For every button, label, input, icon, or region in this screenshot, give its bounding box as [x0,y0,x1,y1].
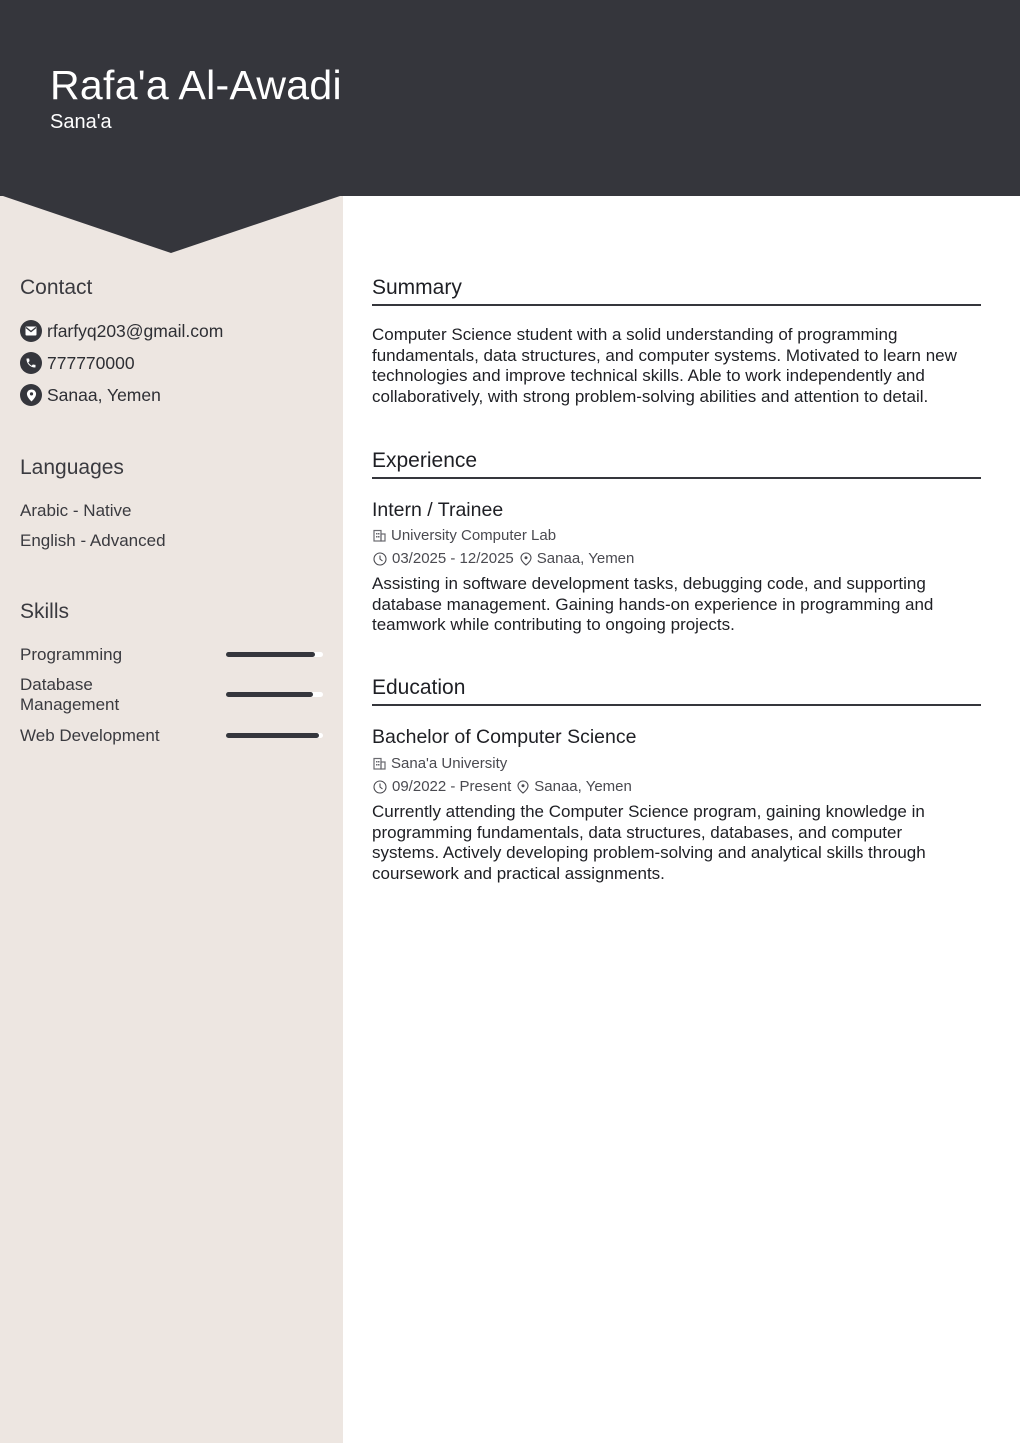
skills-heading: Skills [20,600,70,623]
contact-location [20,384,161,406]
contact-phone-text: 777770000 [47,352,135,373]
section-divider [372,304,981,306]
experience-org [373,527,556,544]
skill-name: Database Management [20,675,120,714]
experience-description: Assisting in software development tasks, debugging code, and supporting database management. Gaining hands-on experience in programming and teamwork while contributing to ongoing projects. [372,574,934,635]
skill-bar [226,692,323,697]
experience-title: Intern / Trainee [372,499,504,521]
location-pin-icon [520,552,532,566]
location-icon [20,384,42,406]
experience-meta [373,550,634,567]
education-org-text: Sana'a University [391,755,508,772]
languages-heading: Languages [20,456,124,479]
contact-email-text: rfarfyq203@gmail.com [47,320,224,341]
experience-location: Sanaa, Yemen [536,550,635,567]
contact-heading: Contact [20,276,93,299]
skill-name: Web Development [20,726,160,745]
education-location: Sanaa, Yemen [534,778,632,795]
section-divider [372,704,981,706]
clock-icon [373,552,387,566]
clock-icon [373,780,387,794]
skill-name: Programming [20,645,123,664]
email-icon [20,320,42,342]
contact-phone[interactable] [20,352,135,374]
skill-bar [226,733,323,738]
skill-bar-fill [226,692,313,697]
education-description: Currently attending the Computer Science program, gaining knowledge in programming fundamentals, data structures, databases, and computer systems. Actively developing problem-solving and analytical skills through coursework and practical assignments. [372,802,926,884]
building-icon [373,529,386,542]
section-divider [372,477,981,479]
contact-email[interactable] [20,320,223,342]
building-icon [373,757,386,770]
location-pin-icon [517,780,529,794]
skill-bar [226,652,323,657]
skill-bar-fill [226,733,319,738]
education-meta [373,778,632,795]
contact-location-text: Sanaa, Yemen [47,384,161,405]
experience-dates: 03/2025 - 12/2025 [392,550,514,567]
header-chevron [0,195,343,255]
summary-heading: Summary [372,276,462,299]
education-org [373,755,507,772]
skill-bar-fill [226,652,315,657]
education-title: Bachelor of Computer Science [372,726,637,748]
phone-icon [20,352,42,374]
candidate-name: Rafa'a Al-Awadi [50,62,342,108]
summary-text: Computer Science student with a solid understanding of programming fundamentals, data structures, and computer systems. Motivated to learn new technologies and improve technical skills. Able to work independently and collaboratively, with strong problem-solving abilities and attention to detail. [372,325,957,407]
experience-org-text: University Computer Lab [391,527,557,544]
experience-heading: Experience [372,449,478,472]
education-heading: Education [372,676,466,699]
language-item: English - Advanced [20,531,166,550]
education-dates: 09/2022 - Present [392,778,512,795]
language-item: Arabic - Native [20,501,132,520]
candidate-subtitle: Sana'a [50,111,112,133]
